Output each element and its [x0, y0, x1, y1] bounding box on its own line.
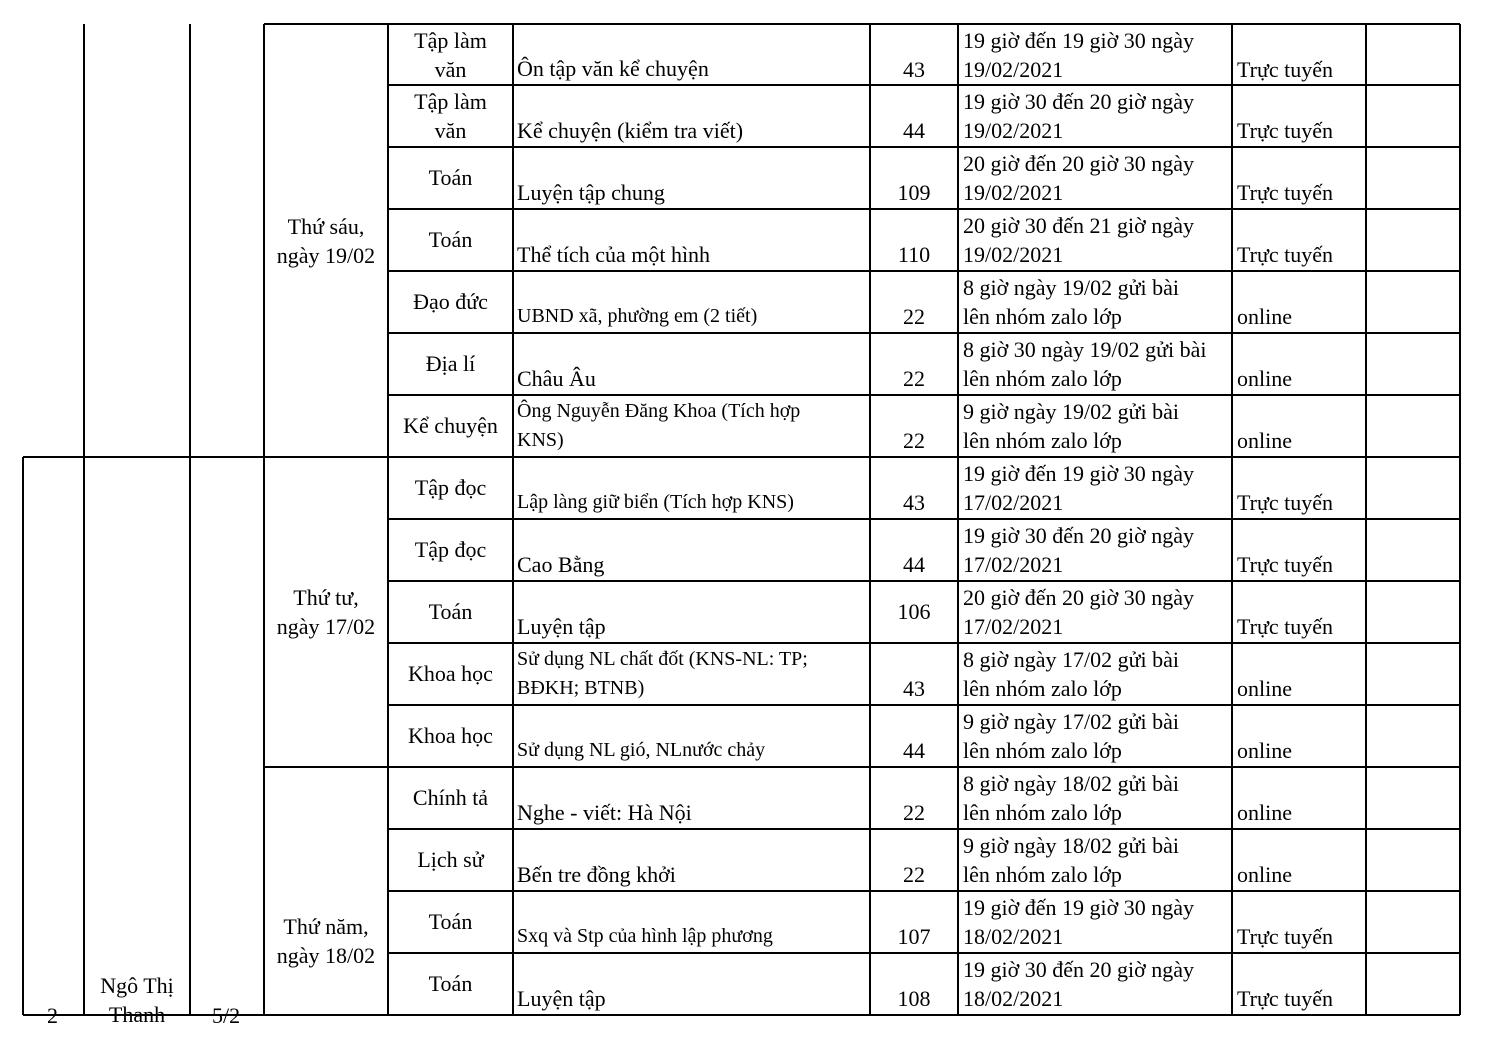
lesson-cell [517, 736, 765, 765]
lesson-cell [517, 984, 606, 1013]
form-cell: Trực tuyến [1237, 552, 1334, 577]
text-line: 8 giờ ngày 17/02 gửi bài [963, 647, 1180, 672]
table-horizontal-border [388, 84, 1460, 86]
period-cell: 43 [903, 490, 925, 515]
form-cell: Trực tuyến [1237, 924, 1334, 949]
text-line: 18/02/2021 [963, 924, 1064, 949]
period-cell: 22 [903, 428, 925, 453]
text-line: 20 giờ đến 20 giờ 30 ngày [963, 151, 1195, 176]
text-line: 19 giờ 30 đến 20 giờ ngày [963, 89, 1195, 114]
time-cell [963, 26, 1194, 84]
text-line: Khoa học [408, 723, 493, 748]
table-horizontal-border [388, 394, 1460, 396]
time-cell [963, 273, 1179, 331]
lesson-cell [517, 116, 743, 145]
time-cell [963, 397, 1179, 455]
table-horizontal-border [388, 952, 1460, 954]
text-line: Sử dụng NL gió, NLnước chảy [517, 739, 766, 761]
text-line: Luyện tập [517, 986, 606, 1011]
text-line: Thể tích của một hình [517, 242, 711, 267]
text-line: Thanh [108, 1002, 166, 1027]
subject-cell [388, 969, 513, 998]
lesson-cell [517, 178, 665, 207]
subject-cell [388, 721, 513, 750]
teacher-stt: 2 [47, 1003, 58, 1028]
text-line: Thứ năm, [283, 914, 369, 939]
text-line: lên nhóm zalo lớp [963, 738, 1122, 763]
subject-cell [388, 411, 513, 440]
form-cell: online [1237, 676, 1292, 701]
period-cell: 109 [897, 180, 931, 205]
table-vertical-border [83, 457, 85, 1015]
text-line: Tập làm [414, 89, 487, 114]
text-line: 17/02/2021 [963, 552, 1064, 577]
lesson-cell [517, 798, 692, 827]
text-line: Khoa học [408, 661, 493, 686]
text-line: Cao Bằng [517, 552, 605, 577]
text-line: 8 giờ 30 ngày 19/02 gửi bài [963, 337, 1207, 362]
period-cell: 43 [903, 57, 925, 82]
text-line: Toán [428, 227, 473, 252]
text-line: 17/02/2021 [963, 490, 1064, 515]
text-line: Kể chuyện (kiểm tra viết) [517, 118, 744, 143]
text-line: lên nhóm zalo lớp [963, 676, 1122, 701]
form-cell: Trực tuyến [1237, 57, 1334, 82]
time-cell [963, 893, 1194, 951]
form-cell: online [1237, 862, 1292, 887]
text-line: KNS) [517, 429, 564, 451]
lesson-cell [517, 302, 757, 331]
period-cell: 44 [903, 118, 925, 143]
subject-cell [388, 659, 513, 688]
day-cell [264, 212, 388, 270]
text-line: Nghe - viết: Hà Nội [517, 800, 692, 825]
lesson-cell [517, 550, 604, 579]
text-line: Toán [428, 971, 473, 996]
subject-cell [388, 287, 513, 316]
time-cell [963, 521, 1194, 579]
text-line: 9 giờ ngày 19/02 gửi bài [963, 399, 1180, 424]
period-cell: 107 [897, 924, 931, 949]
period-cell: 110 [897, 242, 931, 267]
text-line: Thứ tư, [293, 585, 359, 610]
period-cell: 22 [903, 304, 925, 329]
text-line: UBND xã, phường em (2 tiết) [517, 305, 758, 327]
table-vertical-border [83, 24, 85, 457]
text-line: Tập đọc [414, 475, 487, 500]
lesson-cell [517, 488, 794, 517]
text-line: Đạo đức [413, 289, 488, 314]
text-line: 9 giờ ngày 17/02 gửi bài [963, 709, 1180, 734]
text-line: 19 giờ 30 đến 20 giờ ngày [963, 957, 1195, 982]
text-line: Tập làm [414, 28, 487, 53]
subject-cell [388, 26, 513, 84]
form-cell: Trực tuyến [1237, 490, 1334, 515]
text-line: Luyện tập chung [517, 180, 665, 205]
time-cell [963, 831, 1179, 889]
table-horizontal-border [388, 270, 1460, 272]
table-horizontal-border [264, 23, 388, 25]
time-cell [963, 335, 1207, 393]
lesson-cell [517, 645, 808, 703]
time-cell [963, 87, 1194, 145]
teacher-name [84, 971, 190, 1029]
table-horizontal-border [388, 208, 1460, 210]
table-horizontal-border [264, 766, 388, 768]
text-line: lên nhóm zalo lớp [963, 366, 1122, 391]
text-line: 20 giờ đến 20 giờ 30 ngày [963, 585, 1195, 610]
text-line: lên nhóm zalo lớp [963, 862, 1122, 887]
lesson-cell [517, 612, 606, 641]
table-horizontal-border [388, 642, 1460, 644]
period-cell: 44 [903, 738, 925, 763]
lesson-cell [517, 860, 676, 889]
lesson-cell [517, 397, 800, 455]
text-line: 9 giờ ngày 18/02 gửi bài [963, 833, 1180, 858]
text-line: 8 giờ ngày 18/02 gửi bài [963, 771, 1180, 796]
form-cell: Trực tuyến [1237, 180, 1334, 205]
text-line: 19 giờ 30 đến 20 giờ ngày [963, 523, 1195, 548]
text-line: văn [434, 118, 467, 143]
lesson-cell [517, 922, 773, 951]
form-cell: online [1237, 366, 1292, 391]
lesson-cell [517, 54, 709, 83]
time-cell [963, 955, 1194, 1013]
text-line: Toán [428, 165, 473, 190]
time-cell [963, 583, 1194, 641]
text-line: 19 giờ đến 19 giờ 30 ngày [963, 461, 1195, 486]
form-cell: Trực tuyến [1237, 614, 1334, 639]
period-cell: 22 [903, 800, 925, 825]
table-horizontal-border [388, 332, 1460, 334]
table-horizontal-border [388, 456, 1460, 458]
table-horizontal-border [388, 23, 1460, 25]
text-line: 20 giờ 30 đến 21 giờ ngày [963, 213, 1195, 238]
text-line: 19 giờ đến 19 giờ 30 ngày [963, 895, 1195, 920]
subject-cell [388, 845, 513, 874]
subject-cell [388, 597, 513, 626]
form-cell: Trực tuyến [1237, 242, 1334, 267]
text-line: 18/02/2021 [963, 986, 1064, 1011]
text-line: Ngô Thị [100, 973, 174, 998]
form-cell: Trực tuyến [1237, 986, 1334, 1011]
table-horizontal-border [23, 456, 388, 458]
time-cell [963, 149, 1194, 207]
text-line: Chính tả [412, 785, 489, 810]
text-line: ngày 17/02 [276, 614, 376, 639]
form-cell: online [1237, 428, 1292, 453]
text-line: Luyện tập [517, 614, 606, 639]
text-line: 19/02/2021 [963, 57, 1064, 82]
text-line: ngày 18/02 [276, 943, 376, 968]
table-horizontal-border [388, 580, 1460, 582]
subject-cell [388, 907, 513, 936]
table-horizontal-border [388, 766, 1460, 768]
subject-cell [388, 783, 513, 812]
subject-cell [388, 87, 513, 145]
text-line: 19/02/2021 [963, 180, 1064, 205]
text-line: Kể chuyện [403, 413, 498, 438]
table-horizontal-border [388, 518, 1460, 520]
lesson-cell [517, 364, 596, 393]
text-line: Lịch sử [417, 847, 484, 872]
form-cell: online [1237, 738, 1292, 763]
text-line: văn [434, 57, 467, 82]
subject-cell [388, 535, 513, 564]
text-line: lên nhóm zalo lớp [963, 304, 1122, 329]
text-line: 17/02/2021 [963, 614, 1064, 639]
period-cell: 108 [897, 986, 931, 1011]
text-line: Toán [428, 599, 473, 624]
lesson-cell [517, 240, 710, 269]
period-cell: 22 [903, 366, 925, 391]
table-vertical-border [22, 457, 24, 1015]
table-horizontal-border [388, 890, 1460, 892]
text-line: Châu Âu [517, 366, 596, 391]
time-cell [963, 769, 1179, 827]
text-line: lên nhóm zalo lớp [963, 800, 1122, 825]
text-line: lên nhóm zalo lớp [963, 428, 1122, 453]
text-line: Sxq và Stp của hình lập phương [517, 925, 773, 947]
text-line: Tập đọc [414, 537, 487, 562]
day-cell [264, 583, 388, 641]
text-line: Sử dụng NL chất đốt (KNS-NL: TP; [517, 648, 808, 670]
table-vertical-border [189, 457, 191, 1015]
text-line: Lập làng giữ biển (Tích hợp KNS) [517, 491, 794, 513]
subject-cell [388, 473, 513, 502]
period-cell: 43 [903, 676, 925, 701]
text-line: 19/02/2021 [963, 118, 1064, 143]
text-line: Ông Nguyễn Đăng Khoa (Tích hợp [517, 400, 801, 422]
subject-cell [388, 225, 513, 254]
text-line: BĐKH; BTNB) [517, 677, 645, 699]
class-cell: 5/2 [212, 1003, 241, 1028]
table-horizontal-border [388, 704, 1460, 706]
period-cell: 106 [897, 599, 931, 624]
subject-cell [388, 349, 513, 378]
table-horizontal-border [388, 828, 1460, 830]
subject-cell [388, 163, 513, 192]
table-vertical-border [189, 24, 191, 457]
time-cell [963, 645, 1179, 703]
text-line: Ôn tập văn kể chuyện [517, 56, 709, 81]
form-cell: online [1237, 304, 1292, 329]
time-cell [963, 211, 1194, 269]
table-horizontal-border [388, 146, 1460, 148]
text-line: ngày 19/02 [276, 242, 376, 268]
form-cell: online [1237, 800, 1292, 825]
day-cell [264, 912, 388, 970]
period-cell: 44 [903, 552, 925, 577]
form-cell: Trực tuyến [1237, 118, 1334, 143]
text-line: Thứ sáu, [287, 213, 365, 239]
time-cell [963, 459, 1194, 517]
text-line: Bến tre đồng khởi [517, 862, 676, 887]
text-line: 19 giờ đến 19 giờ 30 ngày [963, 28, 1195, 53]
text-line: Toán [428, 909, 473, 934]
text-line: 19/02/2021 [963, 242, 1064, 267]
text-line: Địa lí [425, 351, 476, 376]
text-line: 8 giờ ngày 19/02 gửi bài [963, 275, 1180, 300]
time-cell [963, 707, 1179, 765]
period-cell: 22 [903, 862, 925, 887]
table-vertical-border [263, 24, 265, 1015]
